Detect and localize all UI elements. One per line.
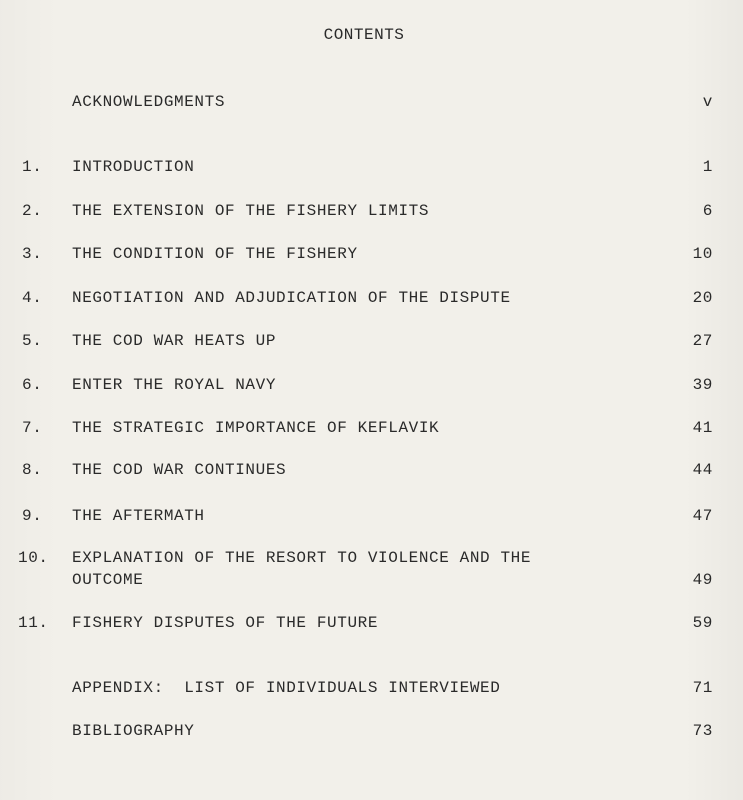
chapter-page: 10 [692,245,713,263]
chapter-page: 27 [692,332,713,350]
chapter-title-line-1: EXPLANATION OF THE RESORT TO VIOLENCE AND THE [72,549,532,567]
toc-entry-page: v [702,93,713,111]
chapter-title: ENTER THE ROYAL NAVY [72,376,277,394]
chapter-page: 49 [692,571,713,589]
chapter-number: 9. [22,507,43,525]
chapter-number: 11. [18,614,49,632]
chapter-number: 5. [22,332,43,350]
chapter-number: 7. [22,419,43,437]
chapter-title: THE COD WAR HEATS UP [72,332,277,350]
chapter-page: 39 [692,376,713,394]
chapter-page: 20 [692,289,713,307]
chapter-number: 8. [22,461,43,479]
chapter-number: 6. [22,376,43,394]
chapter-page: 59 [692,614,713,632]
chapter-title: NEGOTIATION AND ADJUDICATION OF THE DISPUTE [72,289,511,307]
toc-entry-page: 71 [692,679,713,697]
chapter-page: 6 [702,202,713,220]
chapter-number: 1. [22,158,43,176]
chapter-title: INTRODUCTION [72,158,195,176]
chapter-title: THE CONDITION OF THE FISHERY [72,245,358,263]
chapter-number: 4. [22,289,43,307]
toc-entry-page: 73 [692,722,713,740]
toc-entry-label: BIBLIOGRAPHY [72,722,195,740]
toc-entry-label: ACKNOWLEDGMENTS [72,93,226,111]
chapter-title-line-2: OUTCOME [72,571,144,589]
chapter-number: 2. [22,202,43,220]
chapter-page: 1 [702,158,713,176]
chapter-title: FISHERY DISPUTES OF THE FUTURE [72,614,379,632]
toc-entry-label: APPENDIX: LIST OF INDIVIDUALS INTERVIEWED [72,679,501,697]
chapter-number: 3. [22,245,43,263]
chapter-number: 10. [18,549,49,567]
chapter-page: 47 [692,507,713,525]
page-title: CONTENTS [323,26,405,44]
chapter-page: 41 [692,419,713,437]
chapter-title: THE AFTERMATH [72,507,205,525]
chapter-page: 44 [692,461,713,479]
chapter-title: THE COD WAR CONTINUES [72,461,287,479]
chapter-title: THE STRATEGIC IMPORTANCE OF KEFLAVIK [72,419,440,437]
chapter-title: THE EXTENSION OF THE FISHERY LIMITS [72,202,430,220]
